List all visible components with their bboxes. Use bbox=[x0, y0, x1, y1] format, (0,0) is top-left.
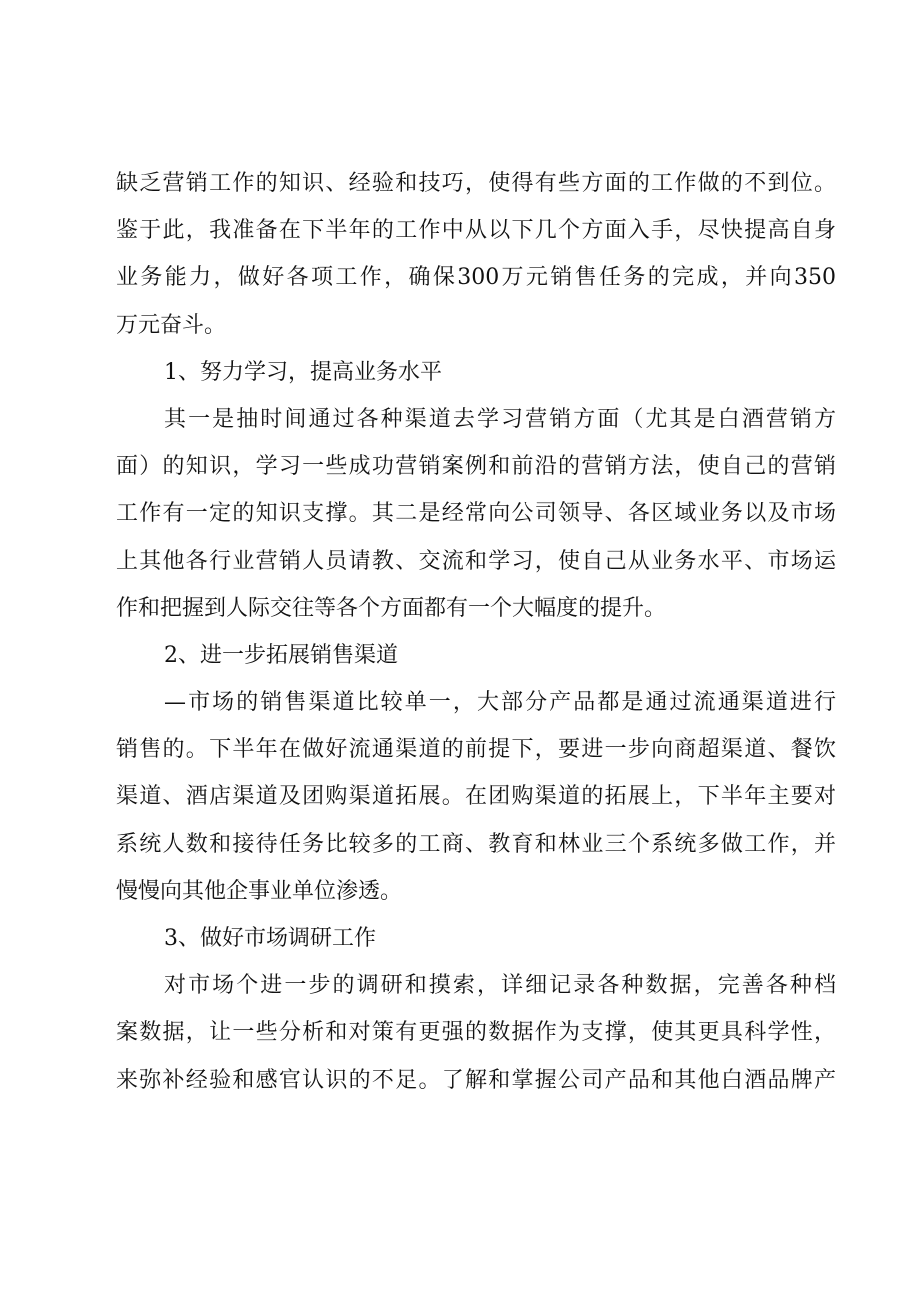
body-line: 缺乏营销工作的知识、经验和技巧，使得有些方面的工作做的不到位。 bbox=[116, 171, 836, 196]
body-line: 案数据，让一些分析和对策有更强的数据作为支撑，使其更具科学性， bbox=[116, 1020, 836, 1046]
body-line: 系统人数和接待任务比较多的工商、教育和林业三个系统多做工作，并 bbox=[116, 831, 836, 857]
body-line: 鉴于此，我准备在下半年的工作中从以下几个方面入手，尽快提高自身 bbox=[116, 218, 836, 244]
section-heading-1: 1、努力学习，提高业务水平 bbox=[164, 359, 442, 385]
section-heading-2: 2、进一步拓展销售渠道 bbox=[164, 642, 398, 668]
body-line: 面）的知识，学习一些成功营销案例和前沿的营销方法，使自己的营销 bbox=[116, 454, 836, 480]
body-line: —市场的销售渠道比较单一，大部分产品都是通过流通渠道进行 bbox=[164, 690, 836, 716]
body-line: 来弥补经验和感官认识的不足。了解和掌握公司产品和其他白酒品牌产 bbox=[116, 1067, 836, 1093]
body-line: 对市场个进一步的调研和摸索，详细记录各种数据，完善各种档 bbox=[164, 973, 836, 999]
body-line: 上其他各行业营销人员请教、交流和学习，使自己从业务水平、市场运 bbox=[116, 548, 836, 574]
section-heading-3: 3、做好市场调研工作 bbox=[164, 926, 376, 951]
document-body bbox=[116, 160, 836, 1104]
body-line: 销售的。下半年在做好流通渠道的前提下，要进一步向商超渠道、餐饮 bbox=[116, 737, 836, 763]
body-line: 工作有一定的知识支撑。其二是经常向公司领导、各区域业务以及市场 bbox=[116, 501, 836, 527]
body-line: 万元奋斗。 bbox=[116, 312, 227, 338]
body-line: 其一是抽时间通过各种渠道去学习营销方面（尤其是白酒营销方 bbox=[164, 406, 836, 432]
body-line: 作和把握到人际交往等各个方面都有一个大幅度的提升。 bbox=[116, 595, 667, 621]
body-line: 慢慢向其他企事业单位渗透。 bbox=[116, 878, 403, 904]
body-line: 业务能力，做好各项工作，确保300万元销售任务的完成，并向350 bbox=[116, 265, 836, 291]
body-line: 渠道、酒店渠道及团购渠道拓展。在团购渠道的拓展上，下半年主要对 bbox=[116, 784, 836, 810]
